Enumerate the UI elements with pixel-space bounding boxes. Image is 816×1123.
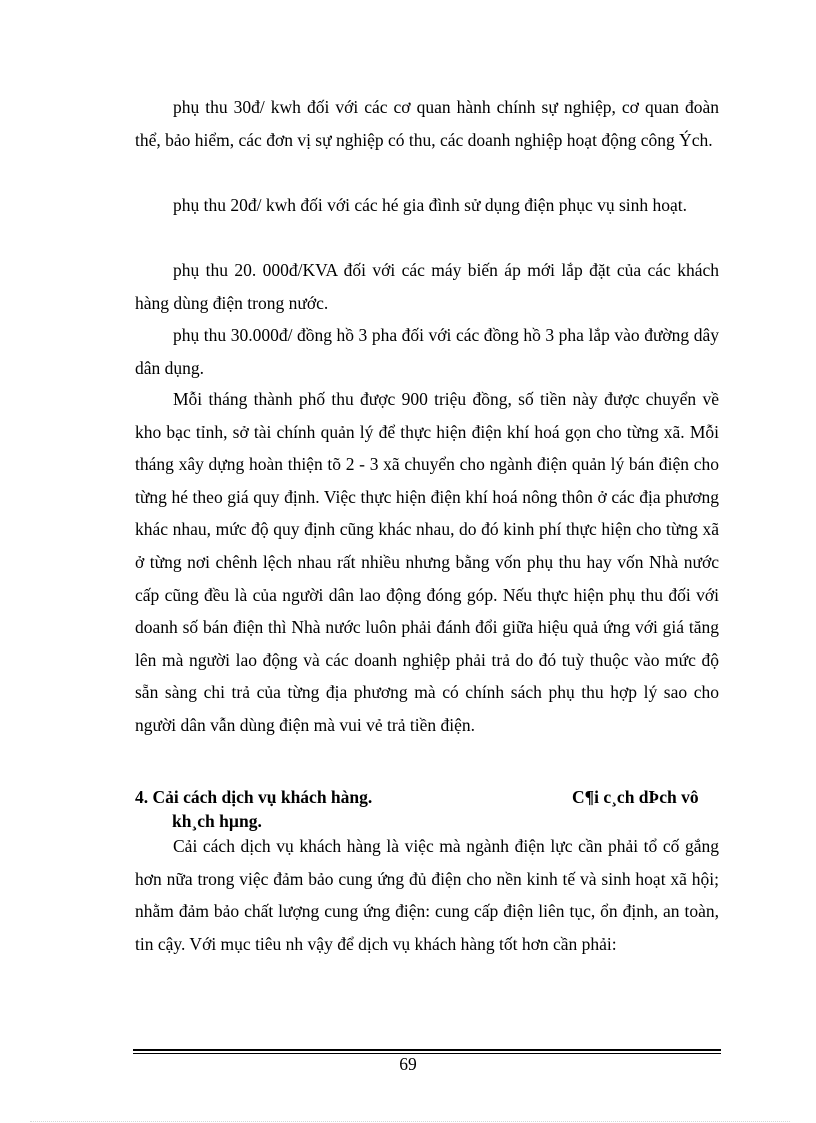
page-bottom-border — [30, 1121, 790, 1122]
paragraph-customer-service: Cải cách dịch vụ khách hàng là việc mà ngành điện lực cần phải tổ cố gắng hơn nữa trong việc đảm bảo cung ứng đủ điện cho nền kinh tế và sinh hoạt xã hội; nhằm đảm bảo chất lượng cung ứng điện: cung cấp điện liên tục, ổn định, an toàn, tin cậy. Với mục tiêu nh vậy để dịch vụ khách hàng tốt hơn cần phải: — [135, 836, 719, 954]
paragraph-surcharge-households: phụ thu 20đ/ kwh đối với các hé gia đình sử dụng điện phục vụ sinh hoạt. — [173, 195, 688, 215]
page-number: 69 — [399, 1054, 417, 1074]
paragraph-monthly-revenue: Mỗi tháng thành phố thu được 900 triệu đồng, số tiền này được chuyển về kho bạc tỉnh, sở tài chính quản lý để thực hiện điện khí hoá gọn cho từng xã. Mỗi tháng xây dựng hoàn thiện tõ 2 - 3 xã chuyển cho ngành điện quản lý bán điện cho từng hé theo giá quy định. Việc thực hiện điện khí hoá nông thôn ở các địa phương khác nhau, mức độ quy định cũng khác nhau, do đó kinh phí thực hiện cho từng xã ở từng nơi chênh lệch nhau rất nhiều nhưng bằng vốn phụ thu hay vốn Nhà nước cấp cũng đều là của người dân lao động đóng góp. Nếu thực hiện phụ thu đối với doanh số bán điện thì Nhà nước luôn phải đánh đổi giữa hiệu quả ứng với giá tăng lên mà người lao động và các doanh nghiệp phải trả do đó tuỳ thuộc vào mức độ sẵn sàng chi trả của từng địa phương mà có chính sách phụ thu hợp lý sao cho người dân vẫn dùng điện mà vui vẻ trả tiền điện. — [135, 389, 719, 735]
footer-rule-thick — [133, 1049, 721, 1051]
section-heading-garbled-continuation: kh¸ch hµng. — [172, 811, 262, 831]
paragraph-surcharge-meters: phụ thu 30.000đ/ đồng hồ 3 pha đối với các đồng hồ 3 pha lắp vào đường dây dân dụng. — [135, 325, 719, 378]
section-heading-garbled: C¶i c¸ch dÞch vô — [572, 787, 699, 807]
paragraph-surcharge-transformers: phụ thu 20. 000đ/KVA đối với các máy biến áp mới lắp đặt của các khách hàng dùng điện trong nước. — [135, 260, 719, 313]
paragraph-surcharge-agencies: phụ thu 30đ/ kwh đối với các cơ quan hành chính sự nghiệp, cơ quan đoàn thể, bảo hiểm, các đơn vị sự nghiệp có thu, các doanh nghiệp hoạt động công Ých. — [135, 97, 719, 150]
section-heading: 4. Cải cách dịch vụ khách hàng. — [135, 787, 373, 807]
